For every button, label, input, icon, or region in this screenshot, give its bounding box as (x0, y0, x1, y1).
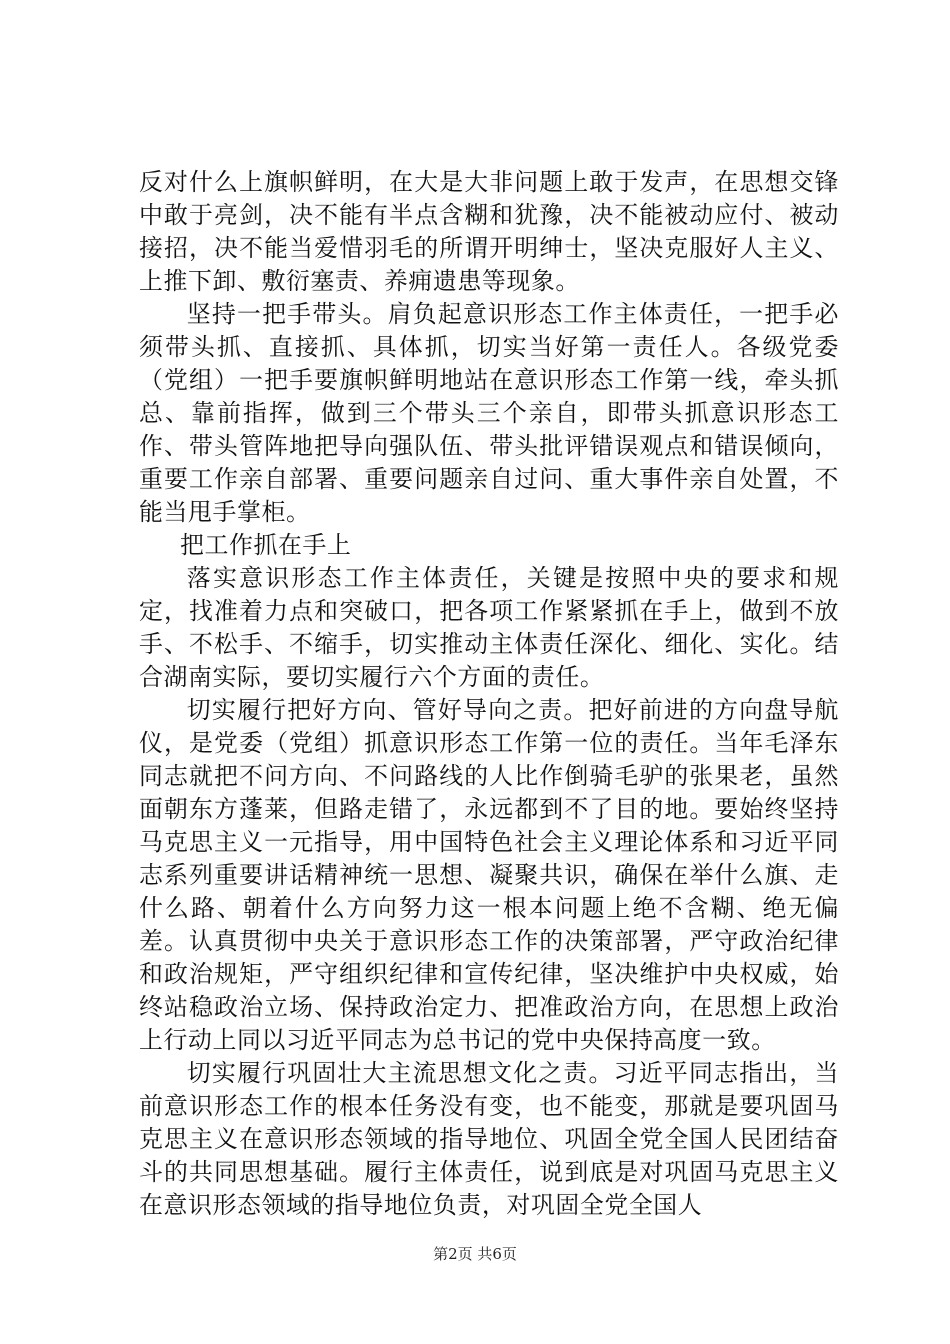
paragraph-direction-guidance: 切实履行把好方向、管好导向之责。把好前进的方向盘导航仪，是党委（党组）抓意识形态工作第一位的责任。当年毛泽东同志就把不问方向、不问路线的人比作倒骑毛驴的张果老，虽然面朝东方蓬莱，但路走错了，永远都到不了目的地。要始终坚持马克思主义一元指导，用中国特色社会主义理论体系和习近平同志系列重要讲话精神统一思想、凝聚共识，确保在举什么旗、走什么路、朝着什么方向努力这一根本问题上绝不含糊、绝无偏差。认真贯彻中央关于意识形态工作的决策部署，严守政治纪律和政治规矩，严守组织纪律和宣传纪律，坚决维护中央权威，始终站稳政治立场、保持政治定力、把准政治方向，在思想上政治上行动上同以习近平同志为总书记的党中央保持高度一致。 (139, 696, 839, 1054)
paragraph-leader-responsibility: 坚持一把手带头。肩负起意识形态工作主体责任，一把手必须带头抓、直接抓、具体抓，切实当好第一责任人。各级党委（党组）一把手要旗帜鲜明地站在意识形态工作第一线，牵头抓总、靠前指挥，做到三个带头三个亲自，即带头抓意识形态工作、带头管阵地把导向强队伍、带头批评错误观点和错误倾向，重要工作亲自部署、重要问题亲自过问、重大事件亲自处置，不能当甩手掌柜。 (139, 300, 839, 526)
document-body (139, 166, 839, 1222)
section-heading: 把工作抓在手上 (180, 531, 352, 559)
paragraph-continued: 反对什么上旗帜鲜明，在大是大非问题上敢于发声，在思想交锋中敢于亮剑，决不能有半点含糊和犹豫，决不能被动应付、被动接招，决不能当爱惜羽毛的所谓开明绅士，坚决克服好人主义、上推下卸、敷衍塞责、养痈遗患等现象。 (139, 168, 839, 295)
paragraph-implement-responsibility: 落实意识形态工作主体责任，关键是按照中央的要求和规定，找准着力点和突破口，把各项工作紧紧抓在手上，做到不放手、不松手、不缩手，切实推动主体责任深化、细化、实化。结合湖南实际，要切实履行六个方面的责任。 (139, 564, 839, 691)
paragraph-mainstream-culture: 切实履行巩固壮大主流思想文化之责。习近平同志指出，当前意识形态工作的根本任务没有变，也不能变，那就是要巩固马克思主义在意识形态领域的指导地位、巩固全党全国人民团结奋斗的共同思想基础。履行主体责任，说到底是对巩固马克思主义在意识形态领域的指导地位负责，对巩固全党全国人 (139, 1059, 839, 1219)
page-number-footer: 第2页 共6页 (433, 1245, 517, 1263)
